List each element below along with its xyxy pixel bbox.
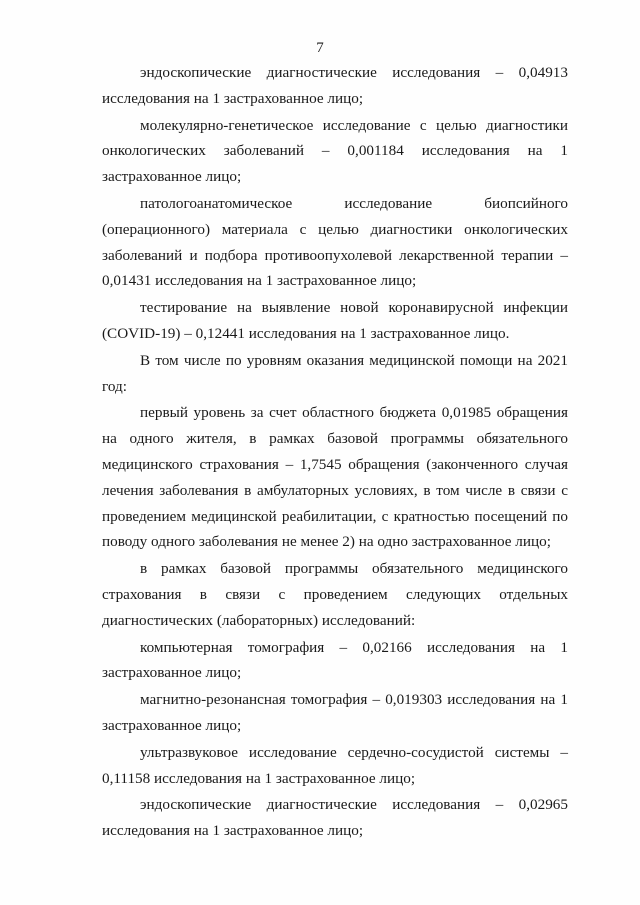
paragraph-endoscopic-2: эндоскопические диагностические исследования – 0,02965 исследования на 1 застрахованное лицо;	[102, 796, 568, 840]
paragraph-covid-testing: тестирование на выявление новой коронавирусной инфекции (COVID-19) – 0,12441 исследования на 1 застрахованное лицо.	[102, 299, 568, 342]
paragraph-mri: магнитно-резонансная томография – 0,019303 исследования на 1 застрахованное лицо;	[102, 691, 568, 734]
paragraph-diagnostic-intro: в рамках базовой программы обязательного медицинского страхования в связи с проведением следующих отдельных диагностических (лабораторных) исследований:	[102, 560, 568, 629]
paragraph-ultrasound: ультразвуковое исследование сердечно-сосудистой системы – 0,11158 исследования на 1 застрахованное лицо;	[102, 743, 568, 787]
paragraph-endoscopic-1: эндоскопические диагностические исследования – 0,04913 исследования на 1 застрахованное лицо;	[102, 64, 568, 107]
document-body	[102, 60, 568, 845]
paragraph-first-level: первый уровень за счет областного бюджета 0,01985 обращения на одного жителя, в рамках базовой программы обязательного медицинского страхования – 1,7545 обращения (законченного случая лечения заболевания в амбулаторных условиях, в том числе в связи с проведением медицинской реабилитации, с кратностью посещений по поводу одного заболевания не менее 2) на одно застрахованное лицо;	[102, 404, 568, 551]
paragraph-molecular-genetic: молекулярно-генетическое исследование с целью диагностики онкологических заболеваний – 0,001184 исследования на 1 застрахованное лицо;	[102, 116, 568, 186]
paragraph-care-levels-intro: В том числе по уровням оказания медицинской помощи на 2021 год:	[102, 351, 568, 395]
paragraph-ct: компьютерная томография – 0,02166 исследования на 1 застрахованное лицо;	[102, 638, 568, 682]
page-number: 7	[316, 40, 324, 56]
paragraph-pathology: патологоанатомическое исследование биопсийного (операционного) материала с целью диагностики онкологических заболеваний и подбора противоопухолевой лекарственной терапии – 0,01431 исследования на 1 застрахованное лицо;	[102, 194, 568, 290]
